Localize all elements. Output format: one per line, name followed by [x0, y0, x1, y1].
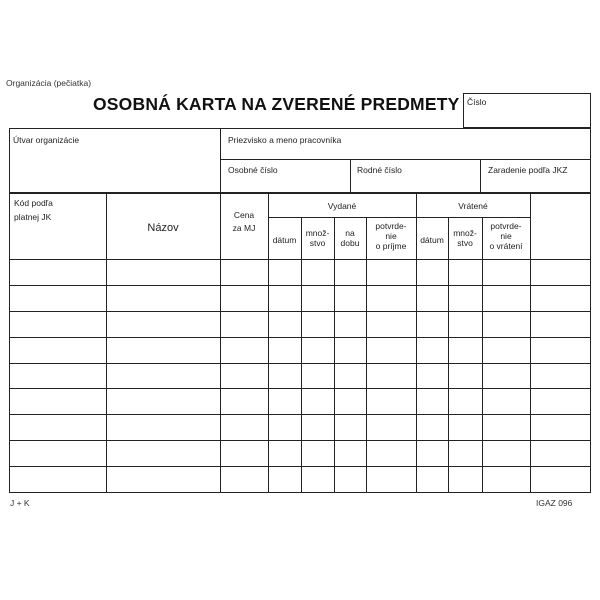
- col-nazov-header: Názov: [147, 222, 179, 234]
- col-cena-header: Cena za MJ: [232, 210, 256, 233]
- info-section: [9, 128, 591, 193]
- col-potvrdenie-vrateni-header: potvrde- nie o vrátení: [489, 221, 523, 251]
- table-row-divider: [10, 440, 590, 441]
- form-title: OSOBNÁ KARTA NA ZVERENÉ PREDMETY: [93, 94, 460, 114]
- col-mnozstvo2-header: množ- stvo: [453, 228, 477, 248]
- table-row-divider: [10, 285, 590, 286]
- items-table: [9, 193, 591, 493]
- footer-right: IGAZ 096: [536, 498, 573, 508]
- priezvisko-label: Priezvisko a meno pracovníka: [228, 135, 342, 145]
- rodne-cislo-field[interactable]: [357, 165, 402, 175]
- col-kod-header: Kód podľa platnej JK: [14, 198, 53, 222]
- group-vydane-header: Vydané: [327, 201, 357, 211]
- group-vratene-header: Vrátené: [458, 201, 488, 211]
- col-datum2-header: dátum: [420, 235, 444, 245]
- utvar-label: Útvar organizácie: [13, 135, 80, 145]
- organization-label: Organizácia (pečiatka): [6, 78, 92, 88]
- table-row-divider: [10, 337, 590, 338]
- cislo-label: Číslo: [467, 97, 487, 107]
- priezvisko-field[interactable]: [228, 135, 341, 145]
- osobne-cislo-label: Osobné číslo: [228, 165, 278, 175]
- rodne-cislo-label: Rodné číslo: [357, 165, 402, 175]
- table-row-divider: [10, 466, 590, 467]
- col-mnozstvo-header: množ- stvo: [305, 228, 330, 248]
- zaradenie-field[interactable]: [488, 165, 568, 175]
- table-row-divider: [10, 388, 590, 389]
- col-potvrdenie-prijme-header: potvrde- nie o príjme: [375, 221, 407, 251]
- col-datum-header: dátum: [272, 235, 297, 245]
- utvar-field[interactable]: [13, 135, 79, 145]
- cislo-field[interactable]: [463, 93, 591, 128]
- osobne-cislo-field[interactable]: [228, 165, 278, 175]
- col-na-dobu-header: na dobu: [340, 228, 360, 248]
- table-row-divider: [10, 363, 590, 364]
- footer-left: J + K: [10, 498, 30, 508]
- table-row-divider: [10, 311, 590, 312]
- table-row-divider: [10, 414, 590, 415]
- zaradenie-label: Zaradenie podľa JKZ: [488, 165, 568, 175]
